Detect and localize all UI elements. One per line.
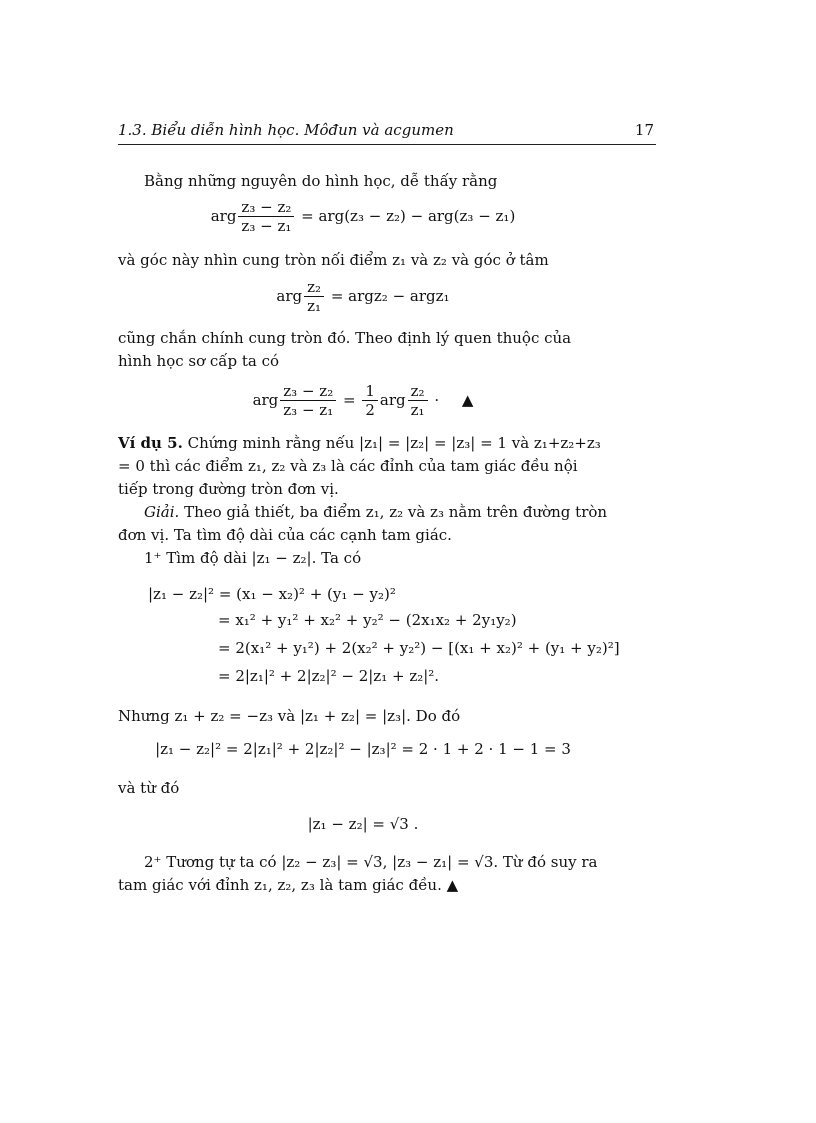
fraction-denominator: z₃ − z₁	[241, 217, 292, 235]
calc-line-2: = x₁² + y₁² + x₂² + y₂² − (2x₁x₂ + 2y₁y₂)	[218, 611, 517, 629]
fraction-denominator: z₃ − z₁	[283, 401, 334, 419]
fraction-denominator: z₁	[307, 297, 322, 315]
paragraph-hence: và từ đó	[118, 779, 180, 797]
equation-central-angle	[118, 278, 608, 315]
equation-rhs: = argz₂ − argz₁	[330, 286, 450, 305]
solution-text: Theo giả thiết, ba điểm z₁, z₂ và z₃ nằm trên đường tròn đơn vị. Ta tìm độ dài của các cạnh tam giác.	[118, 503, 608, 544]
equals-sign: =	[343, 390, 356, 409]
fraction-numerator: 1	[362, 382, 378, 401]
equation-inscribed-angle	[118, 382, 608, 419]
arg-operator: arg	[379, 390, 406, 409]
end-of-proof-icon: ▲	[461, 390, 474, 409]
step-2: 2⁺ Tương tự ta có |z₂ − z₃| = √3, |z₃ − z₁| = √3. Từ đó suy ra tam giác với đỉnh z₁, z₂, z₃ là tam giác đều. ▲	[118, 853, 598, 894]
equation-arg-difference	[118, 198, 608, 235]
fraction	[238, 198, 294, 235]
equation-length-squared: |z₁ − z₂|² = 2|z₁|² + 2|z₂|² − |z₃|² = 2 · 1 + 2 · 1 − 1 = 3	[155, 740, 571, 758]
solution-label: Giải.	[144, 503, 180, 521]
fraction-half	[362, 382, 378, 419]
step-1: 1⁺ Tìm độ dài |z₁ − z₂|. Ta có	[144, 549, 362, 567]
fraction	[280, 382, 336, 419]
section-title: 1.3. Biểu diễn hình học. Môđun và acgumen	[118, 121, 454, 139]
header-rule	[118, 144, 656, 145]
dot: ·	[434, 390, 440, 409]
example-text: Chứng minh rằng nếu |z₁| = |z₂| = |z₃| = 1 và z₁+z₂+z₃ = 0 thì các điểm z₁, z₂ và z₃ là các đỉnh của tam giác đều nội tiếp trong đường tròn đơn vị.	[118, 434, 601, 498]
paragraph-but: Nhưng z₁ + z₂ = −z₃ và |z₁ + z₂| = |z₃|. Do đó	[118, 707, 461, 725]
example-label: Ví dụ 5.	[118, 434, 183, 452]
paragraph-intro: Bằng những nguyên do hình học, dễ thấy rằng	[144, 172, 498, 190]
calc-line-3: = 2(x₁² + y₁²) + 2(x₂² + y₂²) − [(x₁ + x₂)² + (y₁ + y₂)²]	[218, 639, 620, 657]
fraction	[408, 382, 428, 419]
fraction-numerator: z₃ − z₂	[238, 198, 294, 217]
fraction-numerator: z₂	[304, 278, 324, 297]
fraction-denominator: z₁	[410, 401, 425, 419]
equation-rhs: = arg(z₃ − z₂) − arg(z₃ − z₁)	[301, 206, 516, 225]
paragraph-arc: và góc này nhìn cung tròn nối điểm z₁ và z₂ và góc ở tâm	[118, 251, 549, 269]
paragraph-theorem: cũng chắn chính cung tròn đó. Theo định lý quen thuộc của hình học sơ cấp ta có	[118, 329, 572, 370]
fraction-denominator: 2	[365, 401, 375, 419]
calc-line-1: |z₁ − z₂|² = (x₁ − x₂)² + (y₁ − y₂)²	[148, 585, 396, 603]
arg-operator: arg	[276, 286, 303, 305]
solution-paragraph	[118, 501, 608, 547]
example-5	[118, 432, 608, 501]
fraction-numerator: z₂	[408, 382, 428, 401]
running-header	[118, 121, 656, 143]
fraction	[304, 278, 324, 315]
calc-line-4: = 2|z₁|² + 2|z₂|² − 2|z₁ + z₂|².	[218, 667, 440, 685]
equation-length: |z₁ − z₂| = √3 .	[307, 815, 419, 833]
fraction-numerator: z₃ − z₂	[280, 382, 336, 401]
page-number: 17	[634, 121, 654, 139]
arg-operator: arg	[252, 390, 279, 409]
arg-operator: arg	[210, 206, 237, 225]
